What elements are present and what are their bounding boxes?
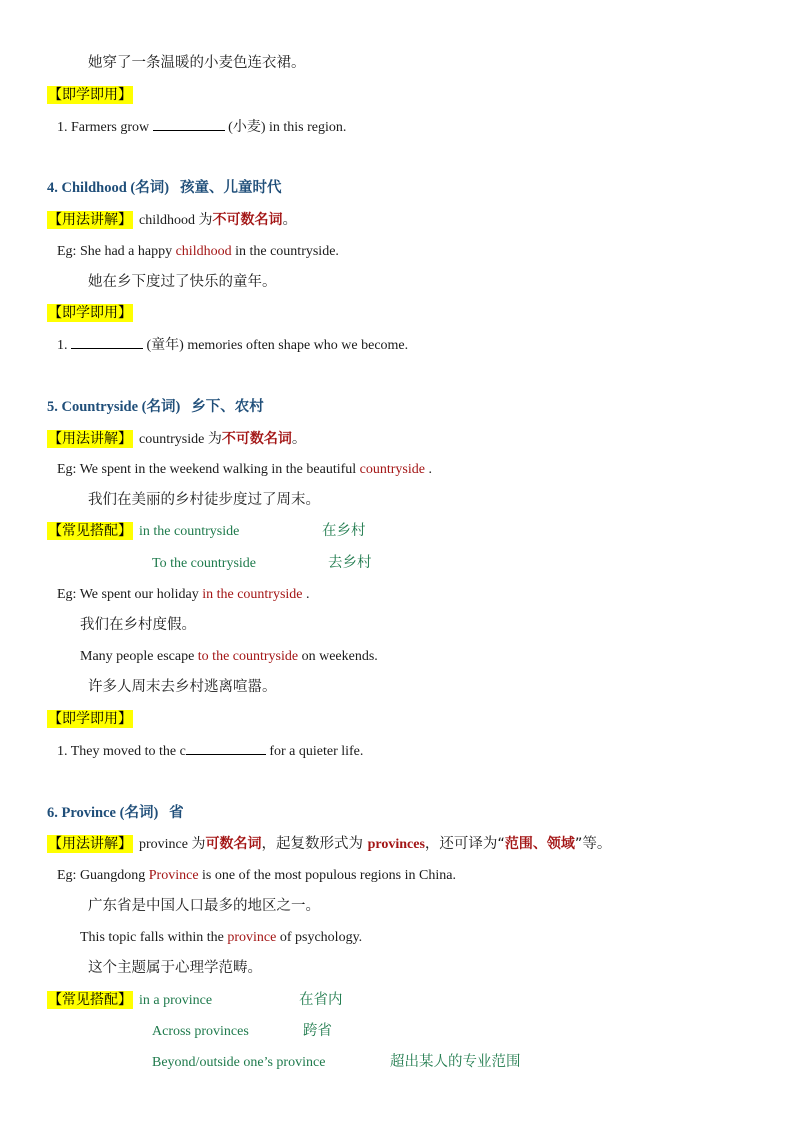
question-text: 1. They moved to the c [57,744,186,759]
heading-word: 6. Province (名词) [47,805,159,821]
example-text: . [302,587,310,602]
practice-question [57,117,346,138]
example-text: on weekends. [298,649,378,664]
question-text: (小麦) in this region. [224,120,347,135]
usage-line [47,429,306,450]
answer-blank[interactable] [71,335,143,349]
example-sentence [57,242,339,262]
collocation-meaning: 超出某人的专业范围 [390,1054,521,1070]
practice-question [57,741,363,762]
heading-meaning: 省 [169,805,184,821]
example-text: in the countryside. [231,244,339,259]
example-text: is one of the most populous regions in China. [198,868,456,883]
heading-word: 5. Countryside (名词) [47,399,181,415]
section-heading [47,397,264,417]
collocation-phrase: in the countryside [139,524,240,539]
collocation-line [47,521,239,542]
example-sentence [57,585,310,605]
example-sentence [57,866,456,886]
answer-blank[interactable] [186,741,266,755]
example-text: Eg: We spent our holiday [57,587,203,602]
question-text: for a quieter life. [265,744,364,759]
practice-tag: 【即学即用】 [48,305,132,321]
example-translation: 她穿了一条温暖的小麦色连衣裙。 [88,55,306,71]
example-translation: 这个主题属于心理学范畴。 [88,960,262,976]
usage-tag: 【用法讲解】 [48,836,132,852]
usage-text: 。 [291,431,307,447]
practice-label [47,709,139,730]
example-keyword: childhood [175,244,232,259]
usage-text: 。 [282,212,297,228]
usage-plural: provinces [367,837,425,852]
collocation-tag: 【常见搭配】 [48,992,132,1008]
question-text: (童年) memories often shape who we become. [143,338,409,353]
example-translation: 我们在美丽的乡村徒步度过了周末。 [88,492,320,508]
heading-meaning: 乡下、农村 [191,399,264,415]
collocation-tag: 【常见搭配】 [48,523,132,539]
example-text: . [424,462,432,477]
example-keyword: Province [148,868,199,883]
example-text: Eg: She had a happy [57,244,176,259]
practice-label [47,85,139,106]
usage-highlight: 不可数名词 [212,212,283,228]
question-text: 1. [57,338,71,353]
collocation-phrase: Across provinces [152,1024,249,1039]
example-text: Eg: Guangdong [57,868,149,883]
example-translation: 许多人周末去乡村逃离喧嚣。 [88,679,277,695]
collocation-meaning: 在乡村 [322,523,366,539]
example-keyword: to the countryside [197,649,299,664]
answer-blank[interactable] [153,117,225,131]
usage-text: childhood 为 [139,213,213,228]
heading-meaning: 孩童、儿童时代 [179,180,282,196]
usage-text: ”等。 [574,836,612,852]
example-keyword: in the countryside [202,587,303,602]
section-heading [47,803,184,823]
usage-highlight: 范围、领域 [504,836,575,852]
usage-text: ，还可译为“ [424,836,505,852]
example-keyword: countryside [359,462,425,477]
collocation-phrase: Beyond/outside one’s province [152,1055,326,1070]
usage-highlight: 不可数名词 [221,431,292,447]
example-keyword: province [227,930,277,945]
usage-line [47,834,611,855]
collocation-meaning: 在省内 [299,992,343,1008]
collocation-line [47,990,212,1011]
example-sentence [80,928,362,948]
example-translation: 广东省是中国人口最多的地区之一。 [88,898,320,914]
usage-text: countryside 为 [139,432,222,447]
usage-line [47,210,297,231]
section-heading [47,178,281,198]
usage-text: province 为 [139,837,206,852]
practice-tag: 【即学即用】 [48,711,132,727]
practice-tag: 【即学即用】 [48,87,132,103]
question-text: 1. Farmers grow [57,120,153,135]
collocation-phrase: To the countryside [152,556,256,571]
heading-word: 4. Childhood (名词) [47,180,170,196]
example-sentence [57,460,432,480]
example-translation: 我们在乡村度假。 [80,617,196,633]
practice-label [47,303,139,324]
example-text: Eg: We spent in the weekend walking in the beautiful [57,462,360,477]
usage-tag: 【用法讲解】 [48,212,132,228]
example-text: This topic falls within the [80,930,228,945]
example-text: Many people escape [80,649,198,664]
usage-text: ，起复数形式为 [261,836,368,852]
example-sentence [80,647,378,667]
example-translation: 她在乡下度过了快乐的童年。 [88,274,277,290]
collocation-meaning: 去乡村 [328,555,372,571]
collocation-phrase: in a province [139,993,213,1008]
usage-highlight: 可数名词 [205,836,262,852]
example-text: of psychology. [276,930,363,945]
usage-tag: 【用法讲解】 [48,431,132,447]
practice-question [57,335,408,356]
collocation-meaning: 跨省 [303,1023,332,1039]
